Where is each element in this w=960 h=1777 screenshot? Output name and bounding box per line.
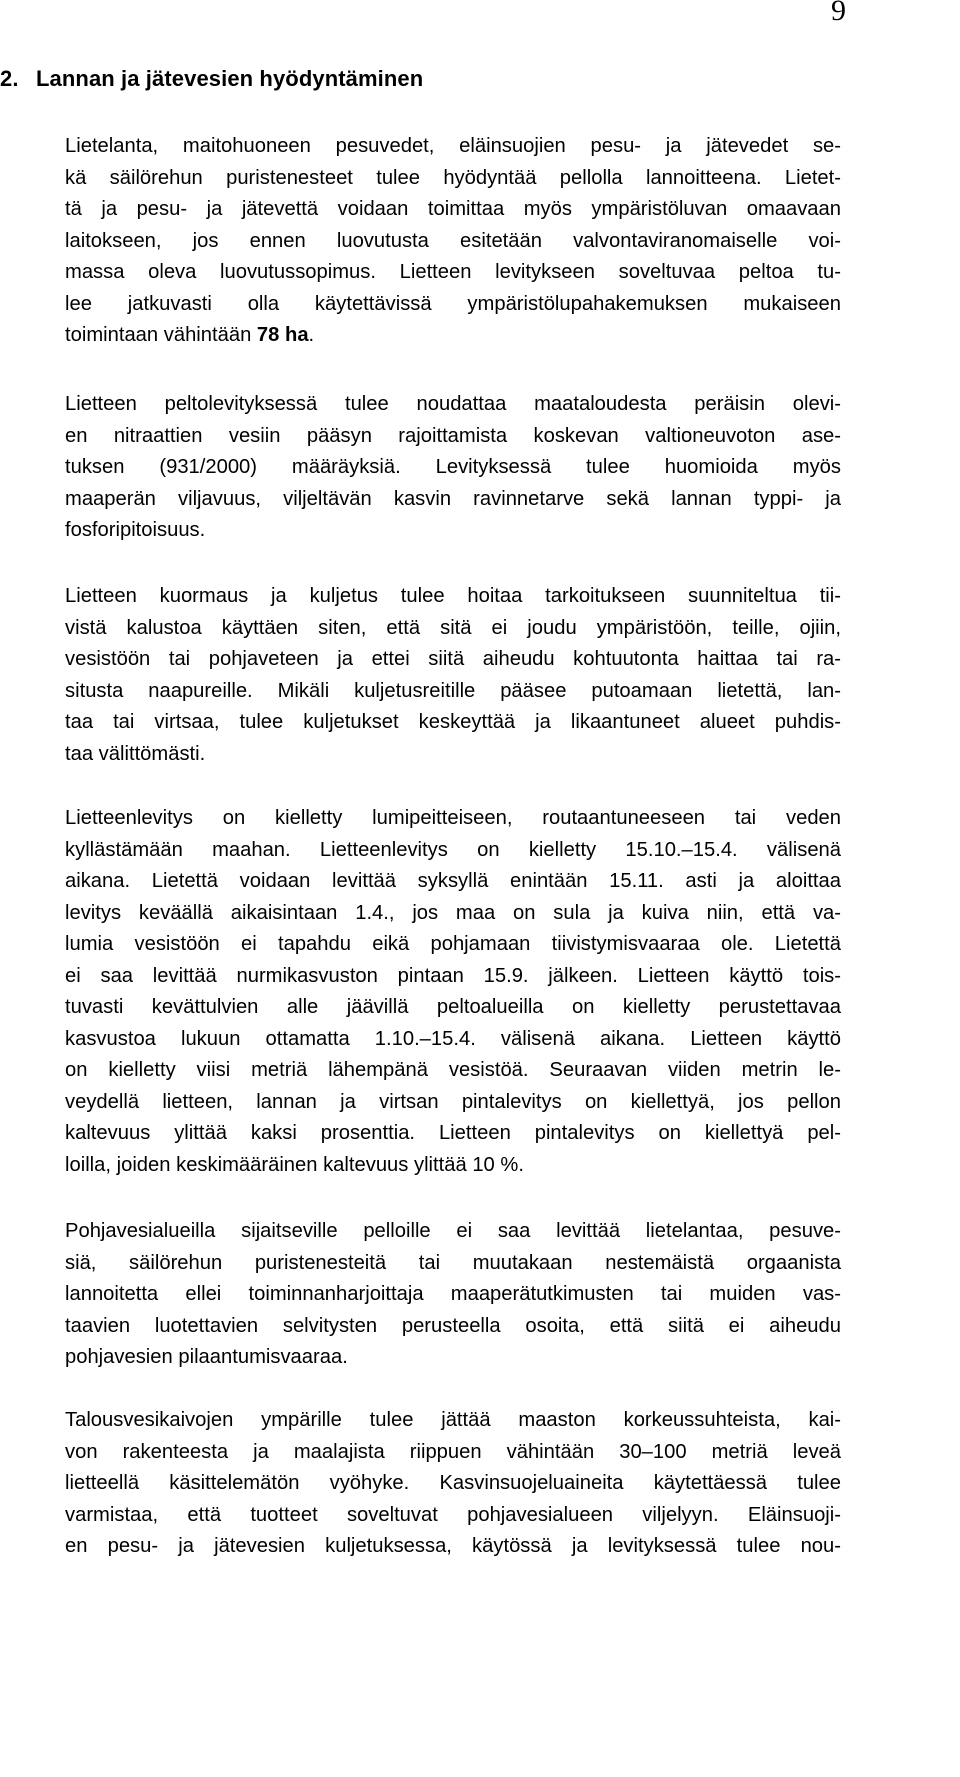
text-line: kä säilörehun puristenesteet tulee hyödyntää pellolla lannoitteena. Lietet- xyxy=(65,166,841,189)
text-line: situsta naapureille. Mikäli kuljetusreitille pääsee putoamaan lietettä, lan- xyxy=(65,679,841,702)
text-line: ei saa levittää nurmikasvuston pintaan 15.9. jälkeen. Lietteen käyttö tois- xyxy=(65,964,841,987)
text-line: tuvasti kevättulvien alle jäävillä peltoalueilla on kielletty perustettavaa xyxy=(65,996,841,1018)
text-line: pohjavesien pilaantumisvaaraa. xyxy=(65,1346,348,1368)
section-title: Lannan ja jätevesien hyödyntäminen xyxy=(36,66,424,91)
text-line: on kielletty viisi metriä lähempänä vesistöä. Seuraavan viiden metrin le- xyxy=(65,1059,841,1081)
text-line: taavien luotettavien selvitysten perusteella osoita, että siitä ei aiheudu xyxy=(65,1314,841,1337)
text-line: laitokseen, jos ennen luovutusta esitetään valvontaviranomaiselle voi- xyxy=(65,229,841,252)
text-line: kasvustoa lukuun ottamatta 1.10.–15.4. välisenä aikana. Lietteen käyttö xyxy=(65,1027,841,1050)
text-line: kaltevuus ylittää kaksi prosenttia. Lietteen pintalevitys on kiellettyä pel- xyxy=(65,1122,841,1144)
text-line: en nitraattien vesiin pääsyn rajoittamista koskevan valtioneuvoton ase- xyxy=(65,424,841,447)
text-line-start: toimintaan vähintään xyxy=(65,324,257,346)
text-line: lumia vesistöön ei tapahdu eikä pohjamaan tiivistymisvaaraa ole. Lietettä xyxy=(65,933,841,955)
paragraph-spreading-restrictions xyxy=(65,803,841,1181)
text-line: lannoitetta ellei toiminnanharjoittaja maaperätutkimusten tai muiden vas- xyxy=(65,1283,841,1305)
text-line: vesistöön tai pohjaveteen ja ettei siitä aiheudu kohtuutonta haittaa tai ra- xyxy=(65,648,841,670)
text-line: vistä kalustoa käyttäen siten, että sitä ei joudu ympäristöön, teille, ojiin, xyxy=(65,616,841,639)
section-heading xyxy=(0,66,423,92)
text-line: tä ja pesu- ja jätevettä voidaan toimittaa myös ympäristöluvan omaavaan xyxy=(65,198,841,220)
paragraph-groundwater-areas xyxy=(65,1216,841,1374)
section-number: 2. xyxy=(0,66,19,91)
paragraph-water-wells xyxy=(65,1405,841,1563)
text-line: lietteellä käsittelemätön vyöhyke. Kasvinsuojeluaineita käytettäessä tulee xyxy=(65,1472,841,1494)
text-line: en pesu- ja jätevesien kuljetuksessa, käytössä ja levityksessä tulee nou- xyxy=(65,1535,841,1557)
text-line: varmistaa, että tuotteet soveltuvat pohjavesialueen viljelyyn. Eläinsuoji- xyxy=(65,1503,841,1526)
text-line: loilla, joiden keskimääräinen kaltevuus ylittää 10 %. xyxy=(65,1153,524,1176)
text-line: siä, säilörehun puristenesteitä tai muutakaan nestemäistä orgaanista xyxy=(65,1251,841,1274)
text-line: levitys keväällä aikaisintaan 1.4., jos maa on sula ja kuiva niin, että va- xyxy=(65,901,841,924)
paragraph-field-spreading xyxy=(65,389,841,547)
required-area-value: 78 ha xyxy=(256,324,309,346)
text-line: Lietteenlevitys on kielletty lumipeitteiseen, routaantuneeseen tai veden xyxy=(65,807,841,829)
text-line xyxy=(65,320,841,352)
page-number: 9 xyxy=(831,0,846,27)
text-line: tuksen (931/2000) määräyksiä. Levityksessä tulee huomioida myös xyxy=(65,456,841,478)
paragraph-slurry-utilization xyxy=(65,131,841,352)
text-line: maaperän viljavuus, viljeltävän kasvin ravinnetarve sekä lannan typpi- ja xyxy=(65,487,841,510)
text-line: Lietteen kuormaus ja kuljetus tulee hoitaa tarkoitukseen suunniteltua tii- xyxy=(65,585,841,607)
text-line: veydellä lietteen, lannan ja virtsan pintalevitys on kiellettyä, jos pellon xyxy=(65,1090,841,1113)
text-line: von rakenteesta ja maalajista riippuen vähintään 30–100 metriä leveä xyxy=(65,1440,841,1463)
text-line: lee jatkuvasti olla käytettävissä ympäristölupahakemuksen mukaiseen xyxy=(65,292,841,315)
text-line: kyllästämään maahan. Lietteenlevitys on kielletty 15.10.–15.4. välisenä xyxy=(65,838,841,861)
text-line: massa oleva luovutussopimus. Lietteen levitykseen soveltuvaa peltoa tu- xyxy=(65,261,841,283)
paragraph-transport xyxy=(65,581,841,770)
text-line: Talousvesikaivojen ympärille tulee jättää maaston korkeussuhteista, kai- xyxy=(65,1409,841,1431)
sentence-end: . xyxy=(308,324,315,346)
text-line: taa välittömästi. xyxy=(65,742,206,765)
text-line: taa tai virtsaa, tulee kuljetukset keskeyttää ja likaantuneet alueet puhdis- xyxy=(65,711,841,733)
text-line: Pohjavesialueilla sijaitseville pelloille ei saa levittää lietelantaa, pesuve- xyxy=(65,1220,841,1242)
text-line: aikana. Lietettä voidaan levittää syksyllä enintään 15.11. asti ja aloittaa xyxy=(65,870,841,892)
text-line: fosforipitoisuus. xyxy=(65,519,206,541)
text-line: Lietelanta, maitohuoneen pesuvedet, eläinsuojien pesu- ja jätevedet se- xyxy=(65,135,841,157)
text-line: Lietteen peltolevityksessä tulee noudattaa maataloudesta peräisin olevi- xyxy=(65,393,841,415)
